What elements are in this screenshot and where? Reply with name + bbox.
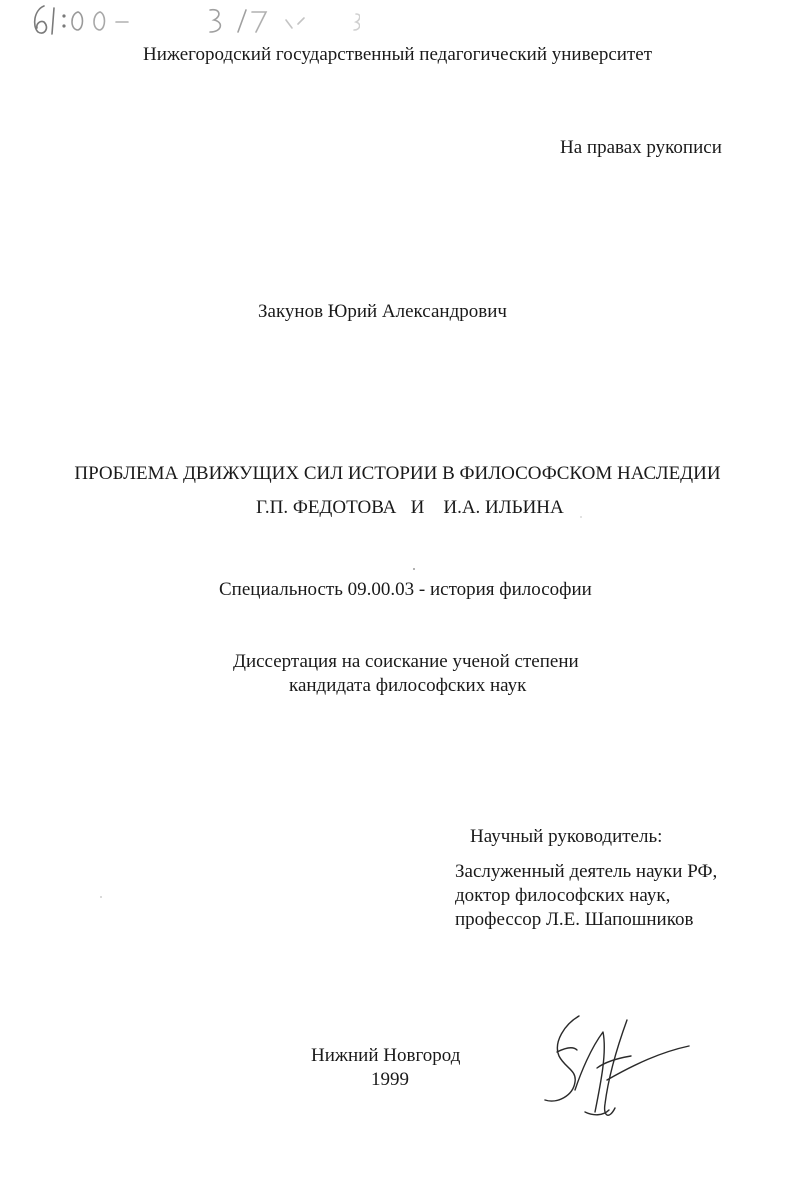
supervisor-name-line: профессор Л.Е. Шапошников — [455, 909, 694, 930]
specialty-line: Специальность 09.00.03 - история философии — [219, 579, 592, 600]
city: Нижний Новгород — [311, 1045, 461, 1066]
dissertation-title-line-1: ПРОБЛЕМА ДВИЖУЩИХ СИЛ ИСТОРИИ В ФИЛОСОФСКОМ НАСЛЕДИИ — [74, 463, 721, 484]
supervisor-heading: Научный руководитель: — [470, 826, 663, 847]
supervisor-title-line-2: доктор философских наук, — [455, 885, 671, 906]
university-name: Нижегородский государственный педагогический университет — [142, 44, 653, 65]
scan-speck — [100, 896, 102, 898]
dissertation-degree-line-1: Диссертация на соискание ученой степени — [233, 651, 579, 672]
dissertation-degree-line-2: кандидата философских наук — [289, 675, 527, 696]
dissertation-title-line-2: Г.П. ФЕДОТОВА И И.А. ИЛЬИНА — [256, 497, 564, 518]
manuscript-rights-note: На правах рукописи — [560, 137, 722, 158]
handwritten-archive-mark — [30, 0, 360, 42]
author-name: Закунов Юрий Александрович — [258, 301, 507, 322]
signature — [535, 1012, 695, 1132]
scan-speck — [413, 568, 415, 570]
scan-speck — [580, 516, 582, 518]
supervisor-title-line-1: Заслуженный деятель науки РФ, — [455, 861, 718, 882]
year: 1999 — [371, 1069, 409, 1090]
